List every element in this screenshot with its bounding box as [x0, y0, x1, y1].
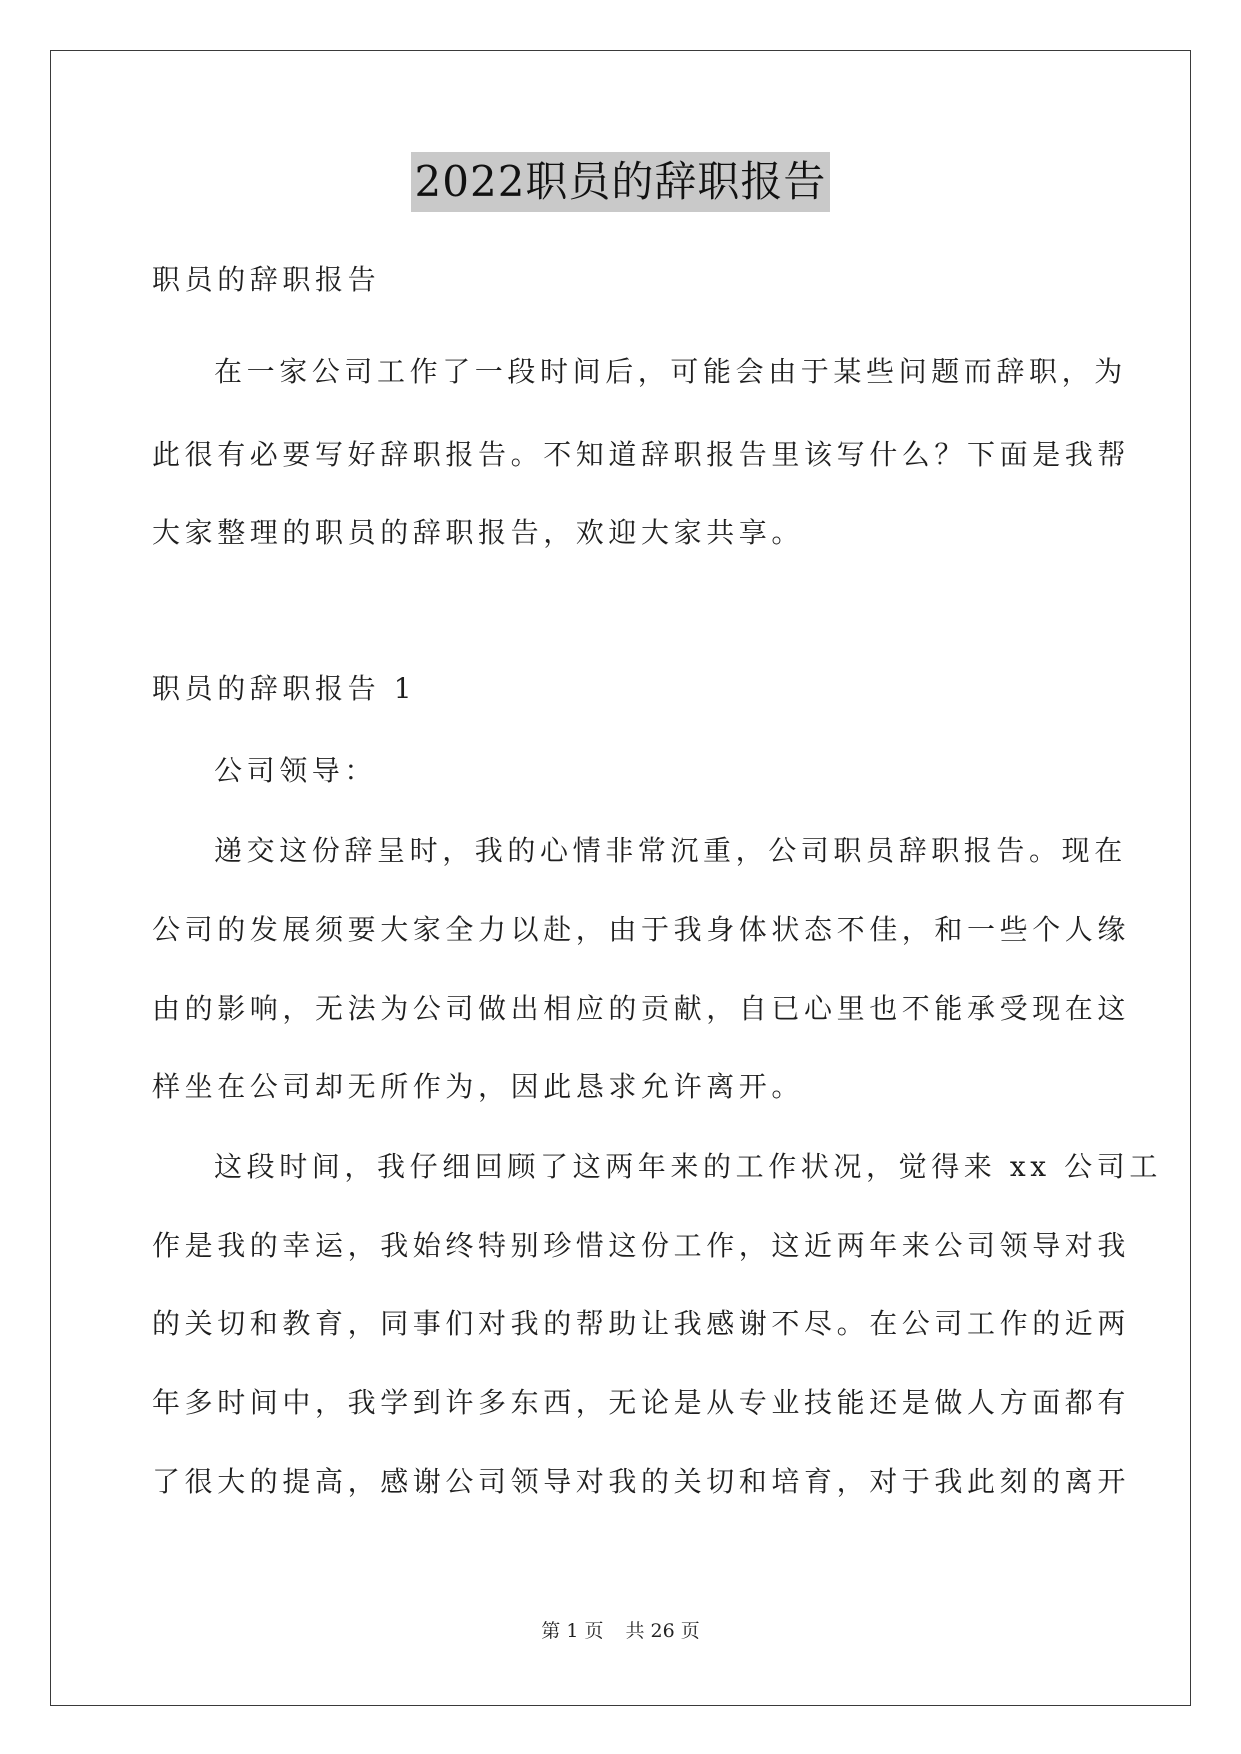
page-number: 第 1 页 — [541, 1620, 604, 1642]
paragraph-line: 递交这份辞呈时，我的心情非常沉重，公司职员辞职报告。现在 — [214, 834, 1127, 867]
paragraph-line: 样坐在公司却无所作为，因此恳求允许离开。 — [152, 1070, 805, 1103]
intro-line: 在一家公司工作了一段时间后，可能会由于某些问题而辞职，为 — [214, 355, 1127, 388]
section-heading: 职员的辞职报告 1 — [152, 672, 417, 705]
salutation: 公司领导： — [214, 754, 378, 787]
paragraph-line: 公司的发展须要大家全力以赴，由于我身体状态不佳，和一些个人缘 — [152, 913, 1131, 946]
intro-line: 大家整理的职员的辞职报告，欢迎大家共享。 — [152, 516, 805, 549]
paragraph-line: 的关切和教育，同事们对我的帮助让我感谢不尽。在公司工作的近两 — [152, 1307, 1131, 1340]
paragraph-line: 由的影响，无法为公司做出相应的贡献，自已心里也不能承受现在这 — [152, 992, 1131, 1025]
title-wrap — [0, 152, 1241, 212]
intro-line: 此很有必要写好辞职报告。不知道辞职报告里该写什么？下面是我帮 — [152, 438, 1131, 471]
page-total: 共 26 页 — [625, 1620, 700, 1642]
page-border — [50, 50, 1191, 1706]
paragraph-line: 年多时间中，我学到许多东西，无论是从专业技能还是做人方面都有 — [152, 1386, 1131, 1419]
paragraph-line: 了很大的提高，感谢公司领导对我的关切和培育，对于我此刻的离开 — [152, 1465, 1131, 1498]
paragraph-line: 这段时间，我仔细回顾了这两年来的工作状况，觉得来 xx 公司工 — [214, 1150, 1162, 1183]
paragraph-line: 作是我的幸运，我始终特别珍惜这份工作，这近两年来公司领导对我 — [152, 1229, 1131, 1262]
document-title: 2022职员的辞职报告 — [411, 152, 831, 212]
page-footer — [0, 1616, 1241, 1643]
subtitle: 职员的辞职报告 — [152, 263, 381, 296]
